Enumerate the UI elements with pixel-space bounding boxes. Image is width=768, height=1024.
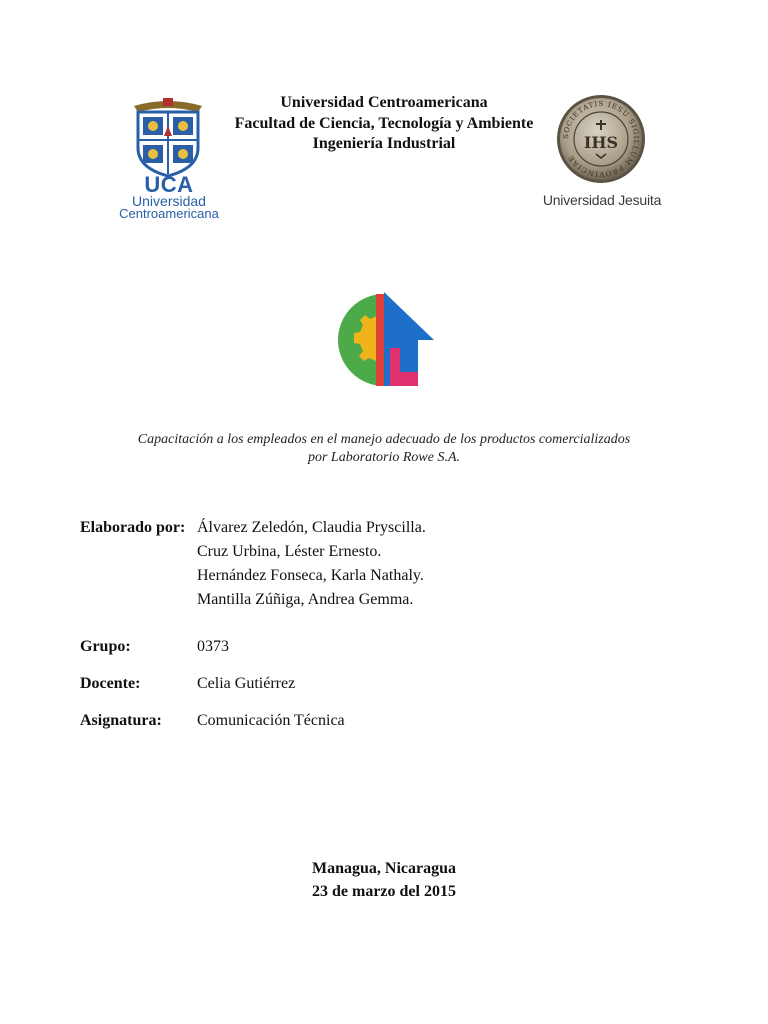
elaborado-label: Elaborado por: xyxy=(80,519,186,536)
seal-monogram: IHS xyxy=(583,133,619,152)
grupo-value: 0373 xyxy=(197,638,229,655)
uca-name-line2: Centroamericana xyxy=(119,206,219,221)
author-name: Cruz Urbina, Léster Ernesto. xyxy=(197,543,382,560)
docente-label: Docente: xyxy=(80,675,141,692)
grupo-label: Grupo: xyxy=(80,638,131,655)
footer-block xyxy=(180,857,588,903)
jesuit-logo xyxy=(532,94,672,212)
seal-ring-text: SOCIETATIS IESU SIGILLUM PROVINCIAE xyxy=(561,99,641,179)
uca-logo xyxy=(104,96,234,222)
author-name: Álvarez Zeledón, Claudia Pryscilla. xyxy=(197,519,426,536)
jesuit-seal-icon xyxy=(556,94,646,184)
gear-house-icon xyxy=(332,288,436,394)
title-line1: Capacitación a los empleados en el manejo adecuado de los productos comercializados xyxy=(137,432,631,447)
asignatura-value: Comunicación Técnica xyxy=(197,712,345,729)
faculty-name: Facultad de Ciencia, Tecnología y Ambiente xyxy=(234,114,534,132)
asignatura-label: Asignatura: xyxy=(80,712,162,729)
uca-shield-icon xyxy=(130,96,206,178)
uca-acronym: UCA xyxy=(144,172,194,197)
docente-value: Celia Gutiérrez xyxy=(197,675,296,692)
program-name: Ingeniería Industrial xyxy=(312,135,456,152)
footer-city: Managua, Nicaragua xyxy=(312,860,456,877)
university-name: Universidad Centroamericana xyxy=(280,94,488,111)
author-name: Mantilla Zúñiga, Andrea Gemma. xyxy=(197,591,414,608)
jesuit-university-name: Universidad Jesuita xyxy=(542,192,662,208)
document-title xyxy=(90,431,678,467)
author-name: Hernández Fonseca, Karla Nathaly. xyxy=(197,567,424,584)
footer-date: 23 de marzo del 2015 xyxy=(312,883,456,900)
uca-name-line1: Universidad xyxy=(132,193,206,209)
title-line2: por Laboratorio Rowe S.A. xyxy=(307,450,461,465)
header-block xyxy=(180,93,588,155)
